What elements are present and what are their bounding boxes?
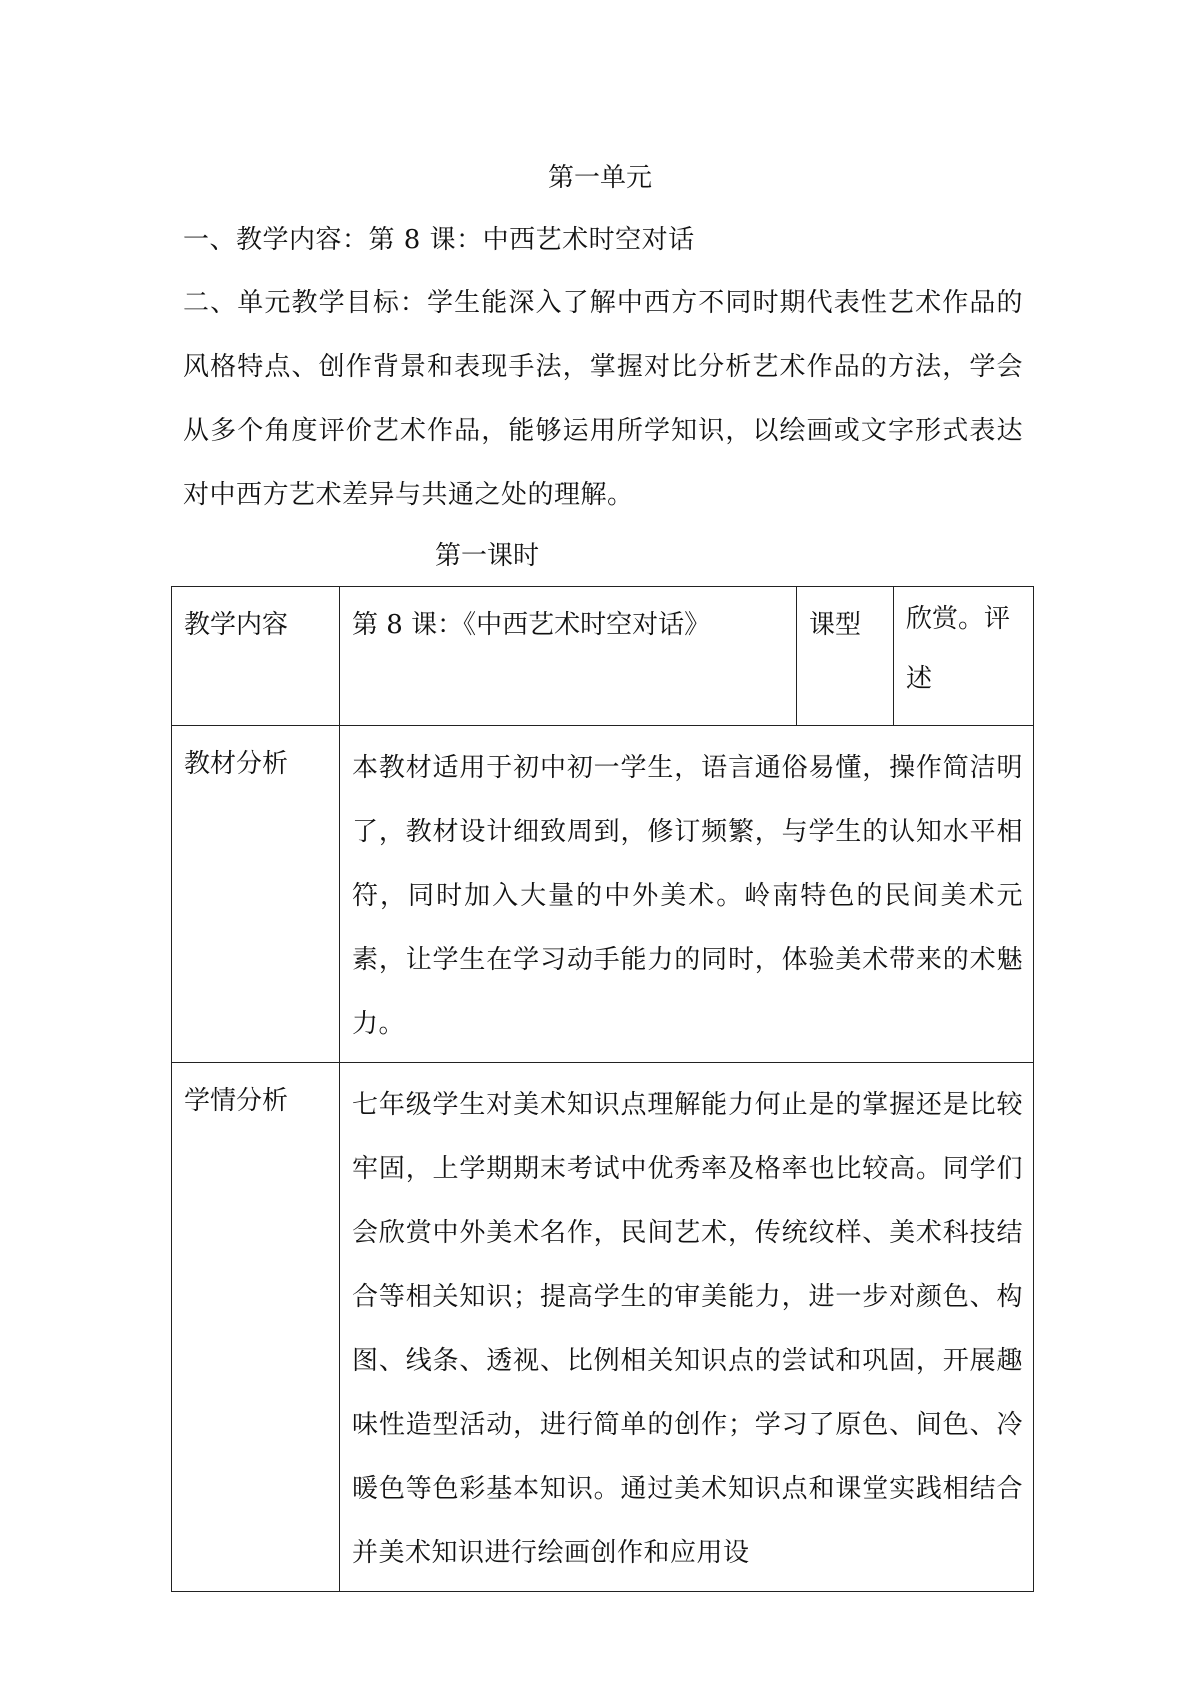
table-row — [172, 726, 1034, 1063]
lesson-title: 第一课时 — [435, 541, 540, 571]
row-label-textbook-analysis: 教材分析 — [172, 726, 340, 1063]
student-analysis-text: 七年级学生对美术知识点理解能力何止是的掌握还是比较牢固，上学期期末考试中优秀率及格率也比较高。同学们会欣赏中外美术名作，民间艺术，传统纹样、美术科技结合等相关知识；提高学生的审美能力，进一步对颜色、构图、线条、透视、比例相关知识点的尝试和巩固，开展趣味性造型活动，进行简单的创作；学习了原色、间色、冷暖色等色彩基本知识。通过美术知识点和课堂实践相结合并美术知识进行绘画创作和应用设 — [340, 1063, 1034, 1592]
lesson-plan-table — [171, 586, 1034, 1592]
lesson-name-cell: 第 8 课：《中西艺术时空对话》 — [340, 587, 797, 726]
unit-goal-paragraph: 二、单元教学目标：学生能深入了解中西方不同时期代表性艺术作品的风格特点、创作背景和表现手法，掌握对比分析艺术作品的方法，学会从多个角度评价艺术作品，能够运用所学知识，以绘画或文字形式表达对中西方艺术差异与共通之处的理解。 — [183, 288, 1023, 510]
teaching-content-line: 一、教学内容：第 8 课：中西艺术时空对话 — [183, 225, 695, 255]
row-label-student-analysis: 学情分析 — [172, 1063, 340, 1592]
lesson-type-value: 欣赏。评述 — [894, 587, 1034, 726]
row-label-teaching-content: 教学内容 — [172, 587, 340, 726]
table-row — [172, 587, 1034, 726]
lesson-type-label: 课型 — [797, 587, 894, 726]
unit-title: 第一单元 — [547, 163, 652, 193]
textbook-analysis-text: 本教材适用于初中初一学生，语言通俗易懂，操作简洁明了，教材设计细致周到，修订频繁，与学生的认知水平相符，同时加入大量的中外美术。岭南特色的民间美术元素，让学生在学习动手能力的同时，体验美术带来的术魅力。 — [340, 726, 1034, 1063]
table-row — [172, 1063, 1034, 1592]
